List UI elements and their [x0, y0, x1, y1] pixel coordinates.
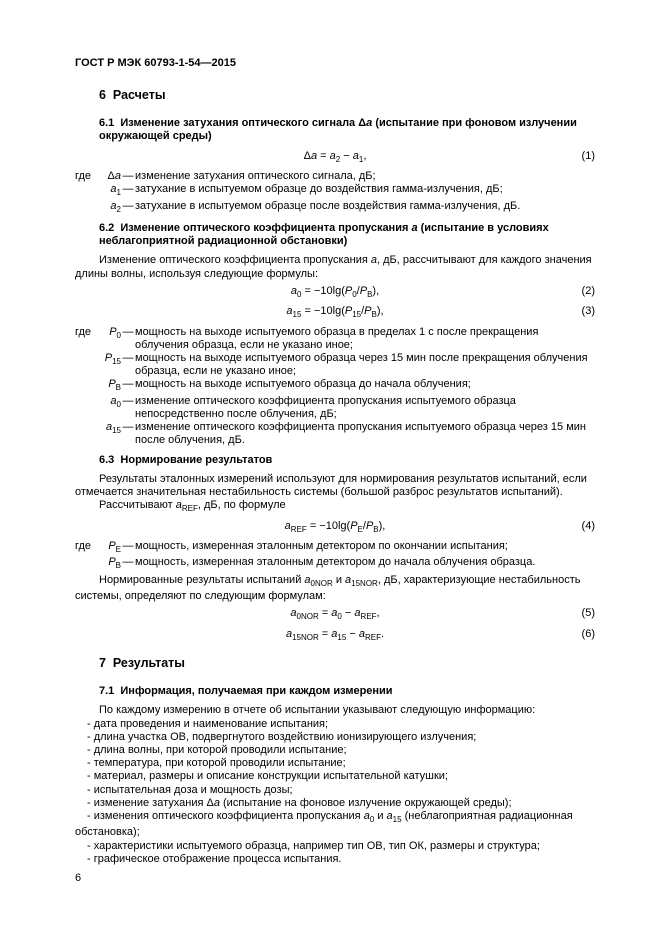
definition-row [75, 540, 595, 556]
list-item: - дата проведения и наименование испытания; [87, 717, 329, 730]
formula-1 [75, 150, 595, 166]
definition-term: $P_В$ [108, 378, 121, 393]
definition-term: $P_{15}$ [104, 351, 121, 367]
formula-6-number: (6) [581, 627, 595, 640]
section-7-title: 7 Результаты [99, 656, 185, 671]
definitions-6-1 [75, 170, 595, 216]
formula-2-expression: $a_0 = -10\lg(P_0/P_В)$, [290, 284, 380, 299]
definition-text: изменение оптического коэффициента пропускания испытуемого образца через 15 мин после облучения, дБ. [135, 421, 586, 447]
formula-3-number: (3) [581, 305, 595, 318]
list-item: - длина волны, при которой проводили испытание; [87, 743, 347, 756]
definition-term: $a_0$ [110, 394, 121, 409]
where-spacer [75, 421, 99, 447]
paragraph: Изменение оптического коэффициента пропускания a, дБ, рассчитывают для каждого значения длины волны, используя следующие формулы: [75, 254, 592, 280]
definition-text: затухание в испытуемом образце после воздействия гамма-излучения, дБ. [135, 199, 521, 212]
definition-term: Δa [107, 170, 121, 182]
formula-1-number: (1) [581, 149, 595, 162]
paragraph: По каждому измерению в отчете об испытании указывают следующую информацию: [99, 704, 536, 717]
definition-dash: — [122, 351, 134, 364]
where-label: где [75, 325, 92, 338]
definition-dash: — [122, 183, 134, 196]
where-spacer [75, 378, 99, 394]
formula-4-number: (4) [581, 519, 595, 532]
definition-term: $P_Е$ [108, 539, 121, 555]
section-6-title: 6 Расчеты [99, 88, 166, 103]
formula-5 [75, 607, 595, 623]
where-label: где [75, 170, 92, 182]
definition-dash: — [122, 325, 134, 338]
formula-4 [75, 520, 595, 536]
list-item: - характеристики испытуемого образца, например тип ОВ, тип ОК, размеры и структура; [87, 839, 540, 852]
where-spacer [75, 395, 99, 421]
where-spacer [75, 200, 99, 216]
formula-1-expression: $\Delta a = a_2 - a_1$, [303, 149, 367, 164]
formula-5-expression: $a_{0NOR} = a_0 - a_{REF}$, [290, 607, 380, 622]
definition-text: мощность на выходе испытуемого образца до начала облучения; [135, 378, 471, 391]
formula-6 [75, 628, 595, 644]
definition-dash: — [122, 199, 134, 212]
where-spacer [75, 183, 99, 199]
where-label: где [75, 539, 92, 552]
definition-dash: — [122, 421, 134, 434]
definition-dash: — [122, 539, 134, 552]
where-spacer [75, 352, 99, 378]
formula-3 [75, 305, 595, 321]
definition-row [75, 556, 595, 572]
paragraph: Результаты эталонных измерений используют для нормирования результатов испытаний, если отмечается значительная нестабильность системы (большой разброс результатов испытаний). [75, 472, 587, 498]
list-item: - температура, при которой проводили испытание; [87, 757, 346, 770]
definition-row [75, 200, 595, 216]
definition-dash: — [122, 170, 134, 182]
formula-5-number: (5) [581, 607, 595, 620]
definition-text: мощность, измеренная эталонным детектором по окончании испытания; [135, 539, 508, 552]
definition-row [75, 395, 595, 421]
definition-text: изменение затухания оптического сигнала, дБ; [135, 170, 376, 182]
list-item: - графическое отображение процесса испытания. [87, 852, 342, 865]
definition-dash: — [122, 378, 134, 391]
section-6-3-heading: 6.3 Нормирование результатов [99, 453, 273, 466]
formula-2-number: (2) [581, 284, 595, 297]
definition-term: $P_0$ [109, 325, 121, 340]
definitions-6-2 [75, 326, 595, 448]
definition-term: $P_В$ [108, 556, 121, 571]
definition-row [75, 170, 595, 183]
definition-row [75, 352, 595, 378]
definition-term: $a_{15}$ [105, 421, 121, 436]
definitions-6-3 [75, 540, 595, 573]
definition-row [75, 378, 595, 394]
definition-text: изменение оптического коэффициента пропускания испытуемого образца непосредственно после облучения, дБ; [135, 394, 516, 420]
list-item: - материал, размеры и описание конструкции испытательной катушки; [87, 770, 449, 783]
formula-2 [75, 285, 595, 301]
definition-term: $a_2$ [110, 199, 121, 214]
paragraph: Нормированные результаты испытаний $a_{0NOR}$ и $a_{15NOR}$, дБ, характеризующие нестабильность системы, определяют по следующим формулам: [75, 573, 581, 603]
definition-term: $a_1$ [110, 183, 121, 198]
list-item: - испытательная доза и мощность дозы; [87, 783, 293, 796]
report-info-list [75, 718, 595, 866]
document-header: ГОСТ Р МЭК 60793-1-54—2015 [75, 57, 236, 69]
definition-row [75, 183, 595, 199]
definition-text: затухание в испытуемом образце до воздействия гамма-излучения, дБ; [135, 183, 503, 196]
list-item: - изменение затухания Δa (испытание на фоновое излучение окружающей среды); [87, 796, 512, 809]
definition-dash: — [122, 556, 134, 569]
section-6-2-heading: 6.2 Изменение оптического коэффициента пропускания a (испытание в условиях неблагоприятной радиационной обстановки) [99, 221, 549, 248]
where-spacer [75, 556, 99, 572]
formula-4-expression: $a_{REF} = -10\lg(P_Е/P_В)$, [284, 519, 386, 534]
document-content [75, 57, 595, 866]
definition-row [75, 326, 595, 352]
definition-dash: — [122, 394, 134, 407]
paragraph: Рассчитывают $a_{REF}$, дБ, по формуле [99, 499, 286, 514]
definition-text: мощность на выходе испытуемого образца через 15 мин после прекращения облучения образца, если не указано иное; [135, 351, 588, 378]
formula-6-expression: $a_{15NOR} = a_{15} - a_{REF}$. [285, 627, 385, 642]
definition-text: мощность на выходе испытуемого образца в пределах 1 с после прекращения облучения образца, если не указано иное; [135, 325, 539, 351]
definition-row [75, 421, 595, 447]
list-item: - изменения оптического коэффициента пропускания $a_0$ и $a_{15}$ (неблагоприятная радиационная обстановка); [75, 809, 573, 839]
page-number: 6 [75, 872, 82, 884]
definition-text: мощность, измеренная эталонным детектором до начала облучения образца. [135, 556, 536, 569]
formula-3-expression: $a_{15} = -10\lg(P_{15}/P_В)$, [286, 305, 384, 320]
section-7-1-heading: 7.1 Информация, получаемая при каждом измерении [99, 685, 393, 698]
section-6-1-heading: 6.1 Изменение затухания оптического сигнала Δa (испытание при фоновом излучении окружающей среды) [99, 117, 577, 143]
list-item: - длина участка ОВ, подвергнутого воздействию ионизирующего излучения; [87, 730, 477, 743]
